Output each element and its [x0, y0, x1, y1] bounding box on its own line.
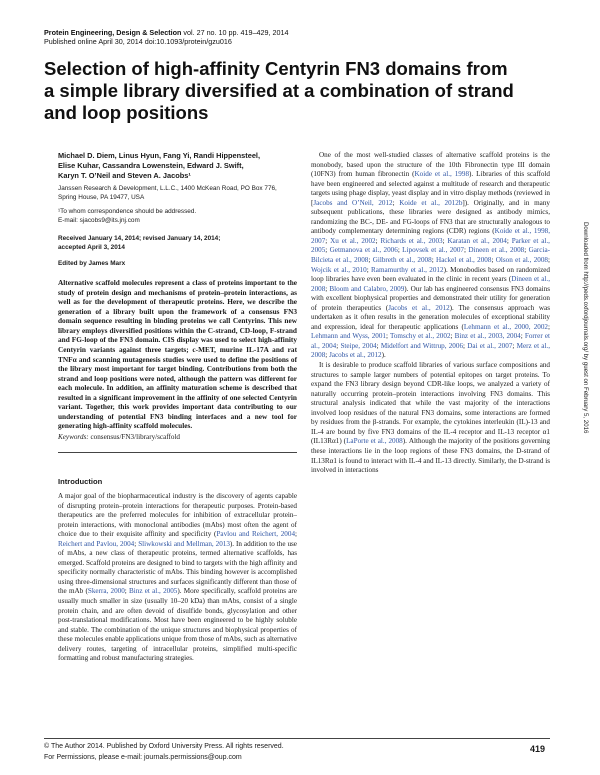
intro-paragraph-1 — [58, 492, 297, 664]
right-column — [311, 151, 550, 476]
citation-link[interactable]: Binz et al., 2005 — [129, 587, 178, 596]
citation-separator: ; — [524, 246, 529, 255]
citation-separator: ; — [442, 236, 448, 245]
citation-link[interactable]: Lehmann and Wyss, 2001 — [311, 332, 386, 341]
section-divider — [58, 452, 297, 453]
citation-link[interactable]: Xu et al., 2002 — [330, 236, 376, 245]
citation-separator: ; — [512, 341, 517, 350]
received-line-2: accepted April 3, 2014 — [58, 243, 125, 251]
citation-separator: ; — [325, 284, 330, 293]
citation-separator: ; — [450, 332, 455, 341]
citation-link[interactable]: Pavlou and Reichert, 2004 — [216, 530, 296, 539]
author-list — [58, 151, 297, 181]
intro-p2-text-a: One of the most well-studied classes of alternative scaffold proteins is the monobody, based upon the structure of the 10th Fibronectin type III domain (10FN3) from human fibronectin ( — [311, 151, 550, 179]
citation-separator: ; — [295, 530, 297, 539]
citation-link[interactable]: Jacobs and O’Neil, 2012 — [313, 198, 393, 207]
intro-p1-text-a: A major goal of the biopharmaceutical industry is the discovery of agents capable of disrupting protein–protein interactions for therapeutic purposes. Protein-based therapeutics are the preferred molecules for inhibition of extracellular protein–protein interactions, with monoclonal antibodies (mAbs) most often the agent of choice due to their exquisite affinity and specificity ( — [58, 492, 297, 539]
author-line-1: Michael D. Diem, Linus Hyun, Fang Yi, Randi Hippensteel, — [58, 151, 261, 160]
intro-p2-text-e: ). Our lab has engineered consensus FN3 domains with excellent biophysical properties and demonstrated their utility for generation of protein therapeutics ( — [311, 284, 551, 312]
intro-p2-text-d: ). Monobodies based on randomized loop libraries have even been evaluated in the clinic in recent years ( — [311, 265, 550, 284]
citation-separator: ; — [491, 256, 496, 265]
citation-link[interactable]: Hackel et al., 2008 — [436, 256, 492, 265]
citation-link[interactable]: Skerra, 2000 — [87, 587, 125, 596]
citation-link[interactable]: Dineen et al., 2008 — [468, 246, 525, 255]
journal-name: Protein Engineering, Design & Selection — [44, 28, 182, 37]
intro-p1-text-c: ). More specifically, scaffold proteins are usually much smaller in size (usually 10–20 kDa) than mAbs, consist of a single protein chain, and are often devoid of disulfide bonds, glycosylation and other post-translational modifications. Most have been engineered to be highly soluble and stable. The combination of the unique structures and biophysical properties of these molecules enable applications unique from those of mAbs, such as alternative delivery routes, targeting of intracellular proteins, simplified multi-specific formatting and robust manufacturing strategies. — [58, 587, 297, 663]
intro-paragraph-2 — [311, 151, 550, 361]
citation-link[interactable]: Koide et al., 2012b — [399, 198, 463, 207]
journal-issue: vol. 27 no. 10 pp. 419–429, 2014 — [183, 28, 289, 37]
citation-separator: ; — [325, 351, 330, 360]
citation-link[interactable]: Koide et al., 1998, 2007 — [311, 227, 550, 245]
introduction-heading: Introduction — [58, 477, 103, 487]
affiliation — [58, 185, 297, 202]
citation-link[interactable]: Tomschy et al., 2002 — [389, 332, 451, 341]
citation-link[interactable]: Binz et al., 2003, 2004 — [454, 332, 521, 341]
citation-separator: ; — [325, 246, 330, 255]
author-line-3: Karyn T. O’Neil and Steven A. Jacobs¹ — [58, 171, 191, 180]
citation-link[interactable]: Steipe, 2004 — [340, 341, 377, 350]
abstract: Alternative scaffold molecules represent a class of proteins important to the study of protein design and mechanisms of protein–protein interactions, as well as for the development of therapeutic proteins. Here, we describe the generation of a library built upon the framework of a consensus FN3 domain sequence resulting in binding proteins we call Centyrins. This new library employs diversified positions within the C-strand, CD-loop, F-strand and FG-loop of the FN3 domain. CIS display was used to select high-affinity Centyrin variants against three targets; c-MET, murine IL-17A and rat TNFα and scanning mutagenesis studies were used to define the positions of the library most important for target binding. Contributions from both the strand and loop positions were noted, although the pattern was different for each molecule. In addition, an affinity maturation scheme is described that resulted in a significant improvement in the affinity of one selected Centyrin variant. Together, this work provides important data contributing to our understanding of potential FN3 binding interfaces and a new tool for generating high-affinity scaffold molecules. — [58, 278, 297, 431]
citation-link[interactable]: Lipovsek et al., 2007 — [402, 246, 464, 255]
received-line-1: Received January 14, 2014; revised January 14, 2014; — [58, 235, 221, 243]
citation-separator: ; — [375, 236, 381, 245]
keywords-label: Keywords: — [58, 432, 89, 441]
citation-separator: ; — [392, 198, 400, 207]
citation-link[interactable]: Jacobs et al., 2012 — [329, 351, 382, 360]
citation-link[interactable]: Garcia-Bilcieta et al., 2008 — [311, 246, 550, 265]
citation-separator: ; — [124, 587, 130, 596]
citation-link[interactable]: Wojcik et al., 2010 — [311, 265, 367, 274]
correspondence-email[interactable]: E-mail: sjacobs9@its.jnj.com — [58, 216, 140, 224]
citation-link[interactable]: Olson et al., 2008 — [495, 256, 549, 265]
citation-link[interactable]: Merz et al., 2008 — [311, 341, 550, 360]
keywords-value: consensus/FN3/library/scaffold — [90, 432, 180, 441]
citation-separator: ; — [385, 332, 390, 341]
citation-separator: ; — [548, 256, 550, 265]
article-title: Selection of high-affinity Centyrin FN3 domains from a simple library diversified at a combination of strand and loop positions — [44, 58, 514, 123]
citation-separator: ; — [325, 236, 331, 245]
citation-separator: ; — [463, 341, 468, 350]
citation-link[interactable]: Bloom and Calabro, 2009 — [329, 284, 405, 293]
intro-paragraph-3 — [311, 361, 550, 476]
citation-link[interactable]: Karatan et al., 2004 — [447, 236, 507, 245]
author-line-2: Elise Kuhar, Cassandra Lowenstein, Edward J. Swift, — [58, 161, 244, 170]
citation-link[interactable]: Gilbreth et al., 2008 — [372, 256, 432, 265]
citation-separator: ; — [134, 539, 139, 548]
download-watermark: Downloaded from http://peds.oxfordjournals.org/ by guest on February 5, 2016 — [582, 222, 589, 434]
citation-separator: ; — [336, 341, 341, 350]
correspondence-note: ¹To whom correspondence should be addressed. — [58, 208, 197, 216]
citation-separator: ; — [506, 236, 512, 245]
received-dates — [58, 235, 297, 252]
citation-link[interactable]: Midelfort and Wittrup, 2006 — [380, 341, 464, 350]
correspondence — [58, 208, 297, 225]
citation-separator: ; — [366, 265, 372, 274]
citation-link[interactable]: LaPorte et al., 2008 — [346, 437, 403, 446]
citation-link[interactable]: Reichert and Pavlou, 2004 — [58, 539, 135, 548]
citation-link[interactable]: Jacobs et al., 2012 — [388, 303, 450, 312]
footer — [44, 741, 554, 763]
intro-p2-text-g: ). — [381, 351, 386, 360]
permissions-line: For Permissions, please e-mail: journals.permissions@oup.com — [44, 754, 242, 761]
journal-published: Published online April 30, 2014 doi:10.1093/protein/gzu016 — [44, 37, 232, 46]
citation-separator: ; — [520, 332, 525, 341]
intro-p3-text-b: ). Although the majority of the positions governing these interactions lie in the loop regions of these FN3 domains, the D-strand of IL13Rα1 is found to interact with IL-4 and IL-13 directly. Similarly, the D-strand is involved in interactions — [311, 437, 550, 475]
citation-separator: ; — [548, 322, 550, 331]
citation-link[interactable]: Dineen et al., 2008 — [311, 275, 550, 293]
citation-link[interactable]: Dai et al., 2007 — [467, 341, 513, 350]
intro-p1-text-b: ). In addition to the use of mAbs, a new class of therapeutic proteins, termed alternative scaffolds, has emerged. Scaffold proteins are designed to bind to targets with the high affinity and specificity normally characteristic of mAbs. This binding however is accomplished using three-dimensional structures and surfaces significantly different than those of the mAb ( — [58, 539, 297, 596]
intro-p3-text-a: It is desirable to produce scaffold libraries of various surface compositions and structures to sample larger numbers of potential epitopes on target proteins. To expand the FN3 library design beyond CDR-like loops, we analyzed a variety of naturally occurring protein–protein interactions involving FN3 domains. This structural analysis indicated that while the vast majority of the interactions involved loop residues of the natural FN3 domains, some interactions are formed by residues from the β-strands. For example, the cytokines interleukin (IL)-13 and IL-4 are bound by five FN3 domains of the IL-4 receptor and IL-13 receptor α1 (IL13Rα1) ( — [311, 361, 550, 446]
citation-link[interactable]: Ramamurthy et al., 2012 — [371, 265, 444, 274]
copyright-line: © The Author 2014. Published by Oxford University Press. All rights reserved. — [44, 743, 284, 750]
affiliation-line-1: Janssen Research & Development, L.L.C., 1400 McKean Road, PO Box 776, — [58, 185, 277, 192]
journal-header — [44, 28, 289, 46]
citation-separator: ; — [431, 256, 437, 265]
citation-separator: ; — [397, 246, 403, 255]
intro-p2-text-b: ). Libraries of this scaffold have been engineered and selected against a multitude of research and therapeutic targets using phage display, yeast display and in vitro display methods (reviewed in [ — [311, 170, 550, 207]
citation-separator: ; — [368, 256, 373, 265]
edited-by: Edited by James Marx — [58, 259, 126, 267]
citation-link[interactable]: Koide et al., 1998 — [414, 170, 470, 179]
citation-separator: ; — [464, 246, 469, 255]
citation-link[interactable]: Forrer et al., 2004 — [311, 332, 550, 350]
keywords — [58, 433, 297, 443]
affiliation-line-2: Spring House, PA 19477, USA — [58, 193, 145, 201]
citation-link[interactable]: Richards et al., 2003 — [380, 236, 443, 245]
page-number: 419 — [530, 744, 546, 754]
intro-p2-text-f: ). The consensus approach was undertaken as it often results in the generation molecules of exceptional stability and expression, ideal for therapeutic applications ( — [311, 303, 550, 331]
footer-divider — [44, 738, 550, 739]
left-column — [58, 151, 297, 664]
intro-p2-text-c: ]). Originally, and in many subsequent publications, these libraries were designed as antibody mimics, randomizing the BC-, DE- and FG-loops of FN3 that are structurally analogous to antibody complementary determining regions (CDR) regions ( — [311, 198, 550, 236]
citation-link[interactable]: Getmanova et al., 2006 — [329, 246, 398, 255]
journal-name-line — [44, 28, 289, 37]
citation-link[interactable]: Lehmann et al., 2000, 2002 — [463, 322, 548, 331]
citation-link[interactable]: Parker et al., 2005 — [311, 236, 550, 255]
citation-separator: ; — [376, 341, 381, 350]
citation-link[interactable]: Sliwkowski and Mellman, 2013 — [138, 539, 230, 548]
